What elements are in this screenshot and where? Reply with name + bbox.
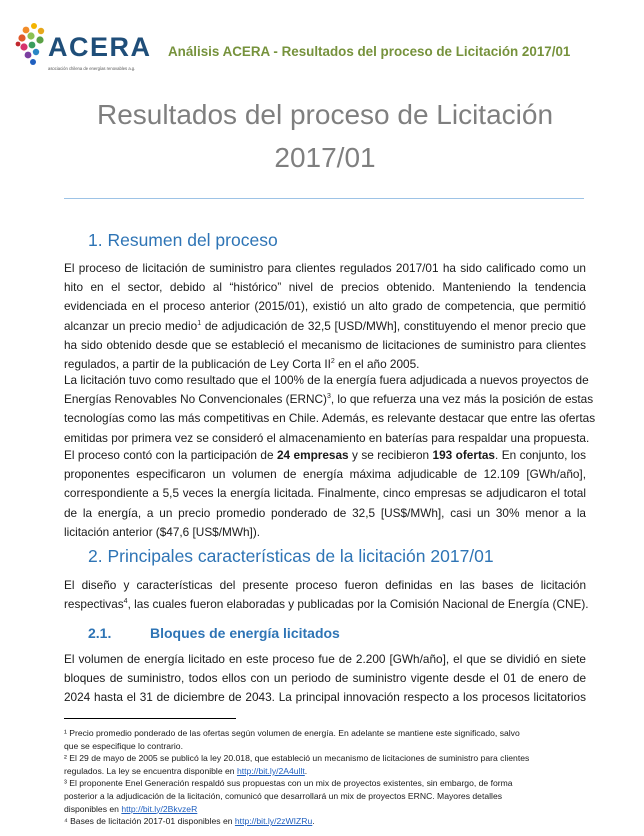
section-1-paragraph-2 [64,371,596,448]
subsection-title: Bloques de energía licitados [150,625,340,641]
footnote-ref-2: 2 [330,358,335,366]
text-line: correspondiente a 5,5 veces la energía licitada. Finalmente, cinco empresas se adjudicaron el total [64,486,586,501]
footnote-2-line: ² El 29 de mayo de 2005 se publicó la ley 20.018, que estableció un mecanismo de licitaciones de suministro para clientes [64,753,530,764]
acera-logo [14,20,154,82]
text-line: ha sido obtenido desde que se estableció el mecanismo de licitaciones de suministro para clientes [64,337,586,352]
footnote-divider [64,718,236,719]
section-1-heading: 1. Resumen del proceso [88,230,278,250]
footnote-3-line: posterior a la adjudicación de la licitación, comunicó que desarrollará un mix de proyectos ERNC. Mayores detalles [64,790,503,801]
text-line: de la energía, a un precio promedio ponderado de 32,5 [US$/MWh], casi un 30% menor a la [64,505,586,520]
document-title-line-2: 2017/01 [274,142,376,173]
footnote-3-line: disponibles en http://bit.ly/2BkvzeR [64,803,198,814]
section-2-paragraph-1 [64,576,589,614]
text-line: hito en el sector, debido al “histórico” nivel de precios obtenido. Manteniendo la tendencia [64,280,586,295]
bold-companies-count: 24 empresas [276,448,349,462]
footnote-4-line: ⁴ Bases de licitación 2017-01 disponibles en http://bit.ly/2zWIZRu. [64,816,315,827]
text-line: La licitación tuvo como resultado que el 100% de la energía fuera adjudicada a nuevos proyectos de [64,373,589,387]
logo-subtitle: asociación chilena de energías renovables a.g. [48,66,136,71]
footnotes [64,727,594,828]
enel-details-link[interactable]: http://bit.ly/2BkvzeR [121,803,198,814]
logo-wordmark: ACERA [48,32,152,62]
footnote-ref-1: 1 [197,319,202,327]
text-line: regulados, a partir de la publicación de Ley Corta $II^2$ en el año 2005. [64,356,420,371]
section-1-paragraph-3 [64,446,586,542]
text-line: licitación anterior ($47,6 [US$/MWh]). [64,524,261,539]
bases-link[interactable]: http://bit.ly/2zWIZRu [234,816,313,827]
text-line: emitidas por primera vez se consideró el almacenamiento en baterías para respaldar una propuesta. [64,430,590,445]
subsection-number: 2.1. [88,625,112,641]
text-line: evidenciada en el proceso anterior (2015/01), existió un alto grado de competencia, que permitió [64,299,586,314]
header-title: Análisis ACERA - Resultados del proceso de Licitación 2017/01 [168,44,571,59]
law-link[interactable]: http://bit.ly/2A4ullt [236,765,305,776]
text-line: tecnologías como las más competitivas en Chile. Además, es relevante destacar que entre las ofertas [64,411,596,426]
subsection-2-1-heading [88,625,340,641]
section-2-heading: 2. Principales características de la licitación 2017/01 [88,546,494,566]
section-1-paragraph-1 [64,259,586,374]
footnote-1-line: que se especifique lo contrario. [64,740,183,751]
text-line: El proceso contó con la participación de 24 empresas y se recibieron 193 ofertas. En conjunto, los [64,448,586,462]
text-line: proponentes especificaron un volumen de energía máxima adjudicable de 12.109 [GWh/año], [64,467,586,482]
title-divider [64,198,584,199]
text-line: El proceso de licitación de suministro para clientes regulados 2017/01 ha sido calificado como un [64,261,586,275]
text-line: bloques de suministro, todos ellos con un periodo de suministro vigente desde el 01 de enero de [64,671,586,686]
text-line: El diseño y características del presente proceso fueron definidas en las bases de licitación [64,578,586,592]
text-line: alcanzar un precio medio$^1$ de adjudicación de 32,5 [USD/MWh], constituyendo el menor precio que [64,318,586,333]
subsection-2-1-paragraph [64,650,586,708]
text-line: El volumen de energía licitado en este proceso fue de 2.200 [GWh/año], el que se dividió en siete [64,652,586,666]
text-line: Energías Renovables No Convencionales (ERNC)$^3$, lo que refuerza una vez más la posición de estas [64,392,594,407]
document-title-line-1: Resultados del proceso de Licitación [96,99,554,130]
footnote-ref-3: 3 [326,393,331,401]
bold-offers-count: 193 ofertas [432,448,495,462]
text-line: respectivas$^4$, las cuales fueron elaboradas y publicadas por la Comisión Nacional de Energía (CNE). [64,597,589,612]
text-line: 2024 hasta el 31 de diciembre de 2043. La principal innovación respecto a los procesos licitatorios [64,690,586,705]
footnote-1-line: ¹ Precio promedio ponderado de las ofertas según volumen de energía. En adelante se mantiene este significado, salvo [64,728,520,738]
footnote-ref-4: 4 [123,598,128,606]
footnote-2-line: regulados. La ley se encuentra disponible en http://bit.ly/2A4ullt. [64,765,308,776]
footnote-3-line: ³ El proponente Enel Generación respaldó sus propuestas con un mix de proyectos existentes, sin embargo, de forma [64,778,513,789]
